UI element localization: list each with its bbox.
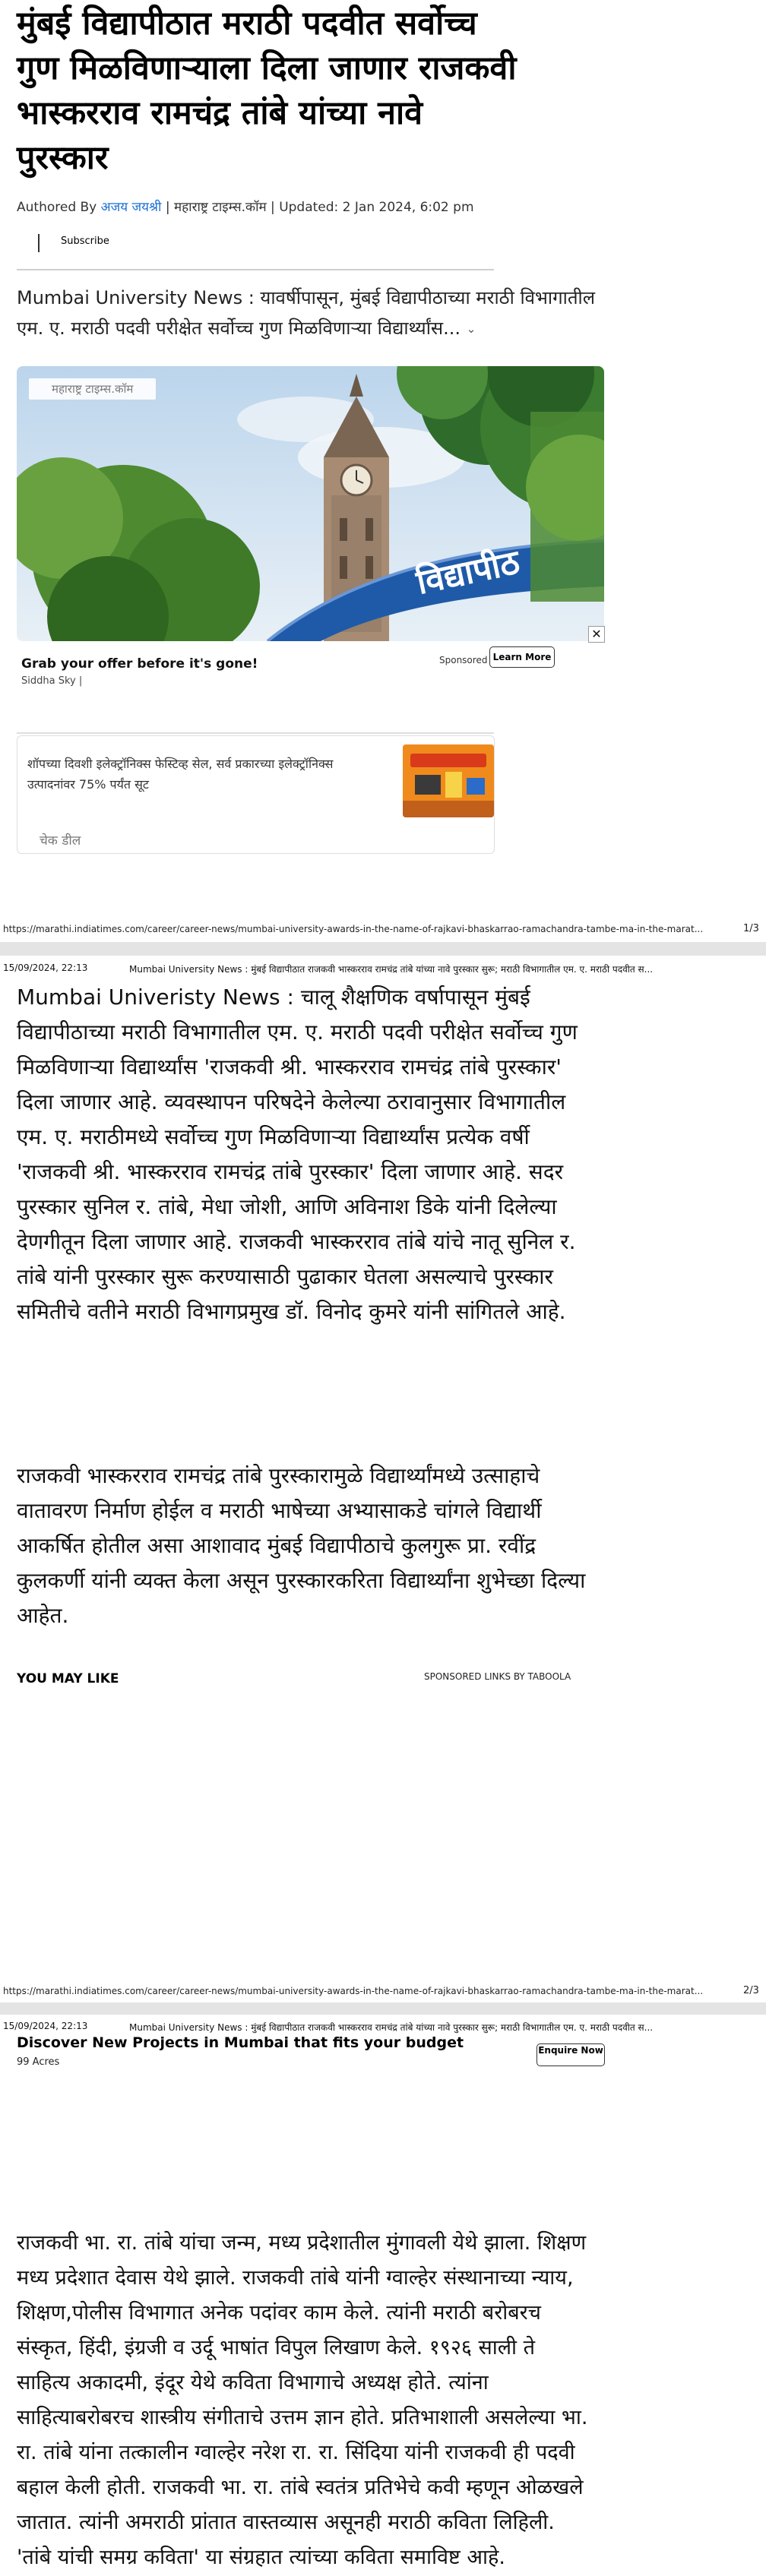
print-date: 15/09/2024, 22:13	[3, 962, 88, 973]
enquire-now-button[interactable]: Enquire Now	[537, 2043, 605, 2066]
taboola-link[interactable]: SPONSORED LINKS BY TABOOLA	[424, 1671, 571, 1682]
promo-text[interactable]: शॉपच्या दिवशी इलेक्ट्रॉनिक्स फेस्टिव्ह सेल, सर्व प्रकारच्या इलेक्ट्रॉनिक्स उत्पादनांवर 75% पर्यंत सूट	[27, 757, 334, 792]
ad-title[interactable]: Grab your offer before it's gone!	[21, 656, 258, 672]
divider	[17, 269, 494, 270]
print-header-title: Mumbai University News : मुंबई विद्यापीठात राजकवी भास्करराव रामचंद्र तांबे यांच्या नावे पुरस्कार सुरू; मराठी विभागातील एम. ए. मराठी पदवीत स...	[129, 964, 654, 975]
subscribe-button[interactable]: Subscribe	[61, 235, 109, 247]
learn-more-button[interactable]: Learn More	[489, 646, 555, 668]
print-header-title: Mumbai University News : मुंबई विद्यापीठात राजकवी भास्करराव रामचंद्र तांबे यांच्या नावे पुरस्कार सुरू; मराठी विभागातील एम. ए. मराठी पदवीत स...	[129, 2022, 654, 2033]
close-icon[interactable]: ✕	[588, 626, 605, 643]
chevron-down-icon[interactable]: ⌄	[466, 322, 476, 336]
article-paragraph-1: Mumbai Univeristy News : चालू शैक्षणिक वर्षापासून मुंबई विद्यापीठाच्या मराठी विभागातील एम. ए. मराठी पदवी परीक्षेत सर्वोच्च गुण मिळविणाऱ्या विद्यार्थ्यांस 'राजकवी श्री. भास्करराव रामचंद्र तांबे पुरस्कार' दिला जाणार आहे. व्यवस्थापन परिषदेने केलेल्या ठरावानुसार विभागातील एम. ए. मराठीमध्ये सर्वोच्च गुण मिळविणाऱ्या विद्यार्थ्यांस प्रत्येक वर्षी 'राजकवी श्री. भास्करराव रामचंद्र तांबे पुरस्कार' दिला जाणार आहे. सदर पुरस्कार सुनिल र. तांबे, मेधा जोशी, आणि अविनाश डिके यांनी दिलेल्या देणगीतून दिला जाणार आहे. राजकवी भास्करराव तांबे यांचे नातू सुनिल र. तांबे यांनी पुरस्कार सुरू करण्यासाठी पुढाकार घेतला असल्याचे पुरस्कार समितीचे वतीने मराठी विभागप्रमुख डॉ. विनोद कुमरे यांनी सांगितले आहे.	[17, 985, 578, 1324]
electronics-sale-graphic	[403, 744, 494, 817]
article-paragraph-3: राजकवी भा. रा. तांबे यांचा जन्म, मध्य प्रदेशातील मुंगावली येथे झाला. शिक्षण मध्य प्रदेशात देवास येथे झाले. राजकवी तांबे यांनी ग्वाल्हेर संस्थानाच्या न्याय, शिक्षण,पोलीस विभागात अनेक पदांवर काम केले. त्यांनी मराठी बरोबरच संस्कृत, हिंदी, इंग्रजी व उर्दू भाषांत विपुल लिखाण केले. १९२६ साली ते साहित्य अकादमी, इंदूर येथे कविता विभागाचे अध्यक्ष होते. त्यांना साहित्याबरोबरच शास्त्रीय संगीताचे उत्तम ज्ञान होते. प्रतिभाशाली असलेल्या भा. रा. तांबे यांना तत्कालीन ग्वाल्हेर नरेश रा. रा. सिंदिया यांनी राजकवी ही पदवी बहाल केली होती. राजकवी भा. रा. तांबे स्वतंत्र प्रतिभेचे कवी म्हणून ओळखले जातात. त्यांनी अमराठी प्रांतात वास्तव्यास असूनही मराठी कविता लिहिली. 'तांबे यांची समग्र कविता' या संग्रहात त्यांच्या कविता समाविष्ट आहे.	[17, 2231, 588, 2569]
hero-image	[17, 366, 604, 641]
hero-sign-text: विद्यापीठ	[413, 542, 524, 602]
summary-text: Mumbai University News : यावर्षीपासून, मुंबई विद्यापीठाच्या मराठी विभागातील एम. ए. मराठी पदवी परीक्षेत सर्वोच्च गुण मिळविणाऱ्या विद्यार्थ्यांस...	[17, 287, 596, 339]
sponsored-label: Sponsored	[439, 655, 488, 665]
ad-advertiser: Siddha Sky |	[21, 675, 83, 687]
updated-time: Updated: 2 Jan 2024, 6:02 pm	[279, 200, 474, 215]
subscribe-divider	[38, 234, 40, 252]
footer-url: https://marathi.indiatimes.com/career/career-news/mumbai-university-awards-in-the-name-of-rajkavi-bhaskarrao-ramachandra-tambe-ma-in-the-marat...	[3, 924, 704, 934]
article-summary	[17, 283, 602, 344]
article-paragraph-2: राजकवी भास्करराव रामचंद्र तांबे पुरस्कारामुळे विद्यार्थ्यांमध्ये उत्साहाचे वातावरण निर्माण होईल व मराठी भाषेच्या अभ्यासाकडे चांगले विद्यार्थी आकर्षित होतील असा आशावाद मुंबई विद्यापीठाचे कुलगुरू प्रा. रवींद्र कुलकर्णी यांनी व्यक्त केला असून पुरस्कारकरिता विद्यार्थ्यांना शुभेच्छा दिल्या आहेत.	[17, 1463, 586, 1628]
page-separator	[0, 2002, 766, 2015]
print-page-2	[0, 956, 766, 2002]
authored-by-label: Authored By	[17, 200, 97, 215]
publisher-name: महाराष्ट्र टाइम्स.कॉम	[173, 200, 267, 215]
footer-url: https://marathi.indiatimes.com/career/career-news/mumbai-university-awards-in-the-name-of-rajkavi-bhaskarrao-ramachandra-tambe-ma-in-the-marat...	[3, 1986, 704, 1996]
page-separator	[0, 942, 766, 956]
print-page-3	[0, 2015, 766, 2576]
print-page-1	[0, 0, 766, 942]
you-may-like-heading: YOU MAY LIKE	[17, 1671, 119, 1686]
author-link[interactable]: अजय जयश्री	[100, 200, 162, 215]
hero-watermark: महाराष्ट्र टाइम्स.कॉम	[29, 378, 156, 400]
promo-brand[interactable]: चेक डील	[40, 833, 81, 849]
page-number: 1/3	[743, 923, 759, 934]
divider	[17, 732, 494, 734]
promo-image	[403, 744, 494, 817]
clock-tower-photo	[17, 366, 604, 641]
page-number: 2/3	[743, 1985, 759, 1996]
byline-sep: |	[271, 200, 280, 215]
print-date: 15/09/2024, 22:13	[3, 2021, 88, 2031]
byline	[17, 198, 474, 215]
article-headline: मुंबई विद्यापीठात मराठी पदवीत सर्वोच्च गुण मिळविणाऱ्याला दिला जाणार राजकवी भास्करराव रामचंद्र तांबे यांच्या नावे पुरस्कार	[17, 5, 517, 177]
byline-sep: |	[165, 200, 174, 215]
ad-advertiser: 99 Acres	[17, 2056, 60, 2068]
ad-title[interactable]: Discover New Projects in Mumbai that fits your budget	[17, 2034, 464, 2051]
